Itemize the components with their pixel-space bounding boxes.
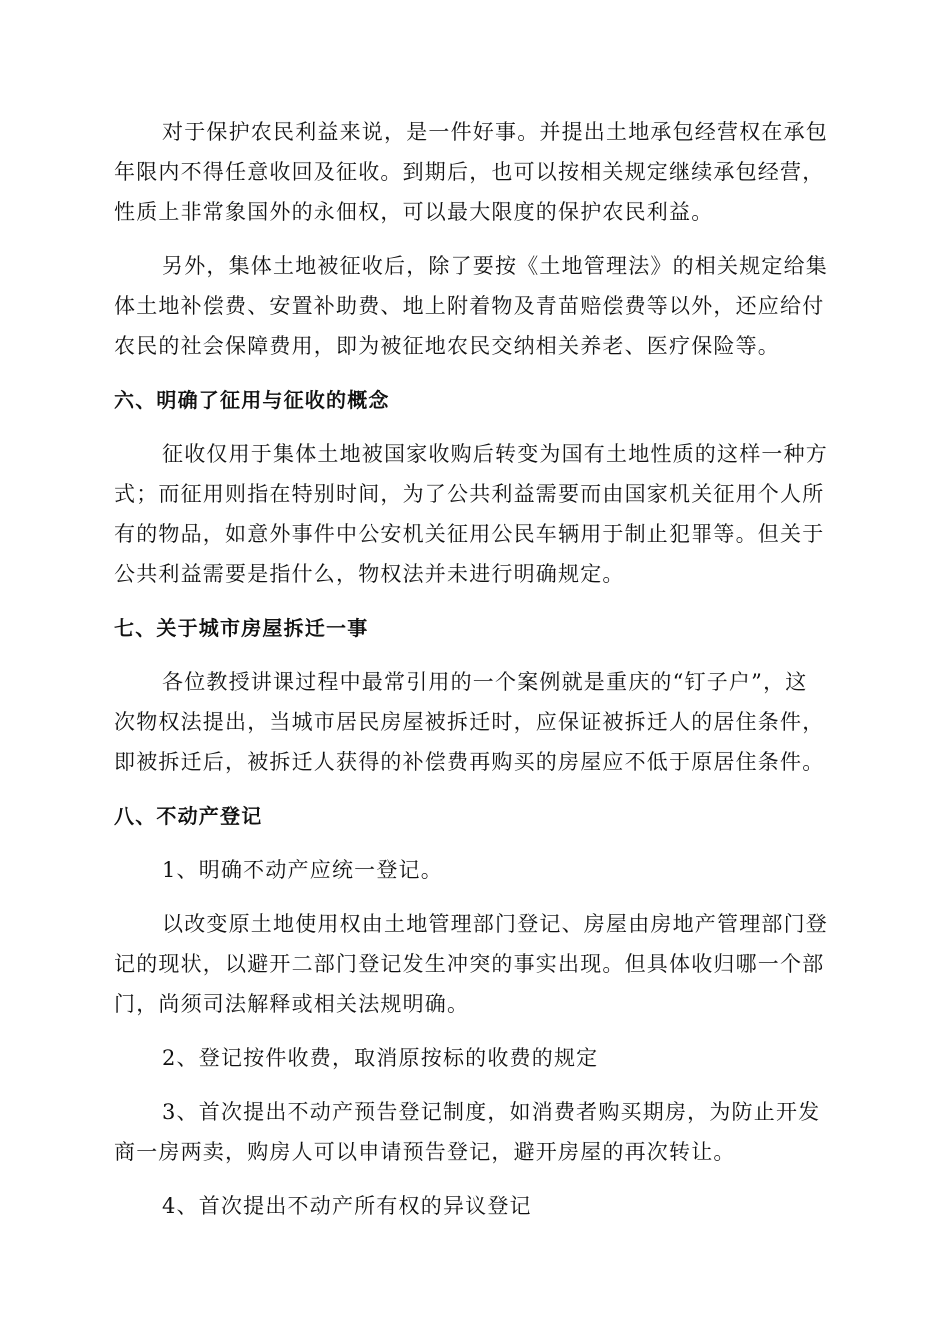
section-heading-seven: 七、关于城市房屋拆迁一事	[114, 616, 369, 640]
text-line: 以改变原土地使用权由土地管理部门登记、房屋由房地产管理部门登	[162, 912, 828, 936]
text-line: 各位教授讲课过程中最常引用的一个案例就是重庆的“钉子户”，这	[162, 670, 808, 694]
paragraph-demolition	[114, 662, 836, 782]
text-line: 年限内不得任意收回及征收。到期后，也可以按相关规定继续承包经营，	[114, 160, 825, 184]
paragraph-item-3	[114, 1092, 836, 1172]
paragraph-item-2	[114, 1038, 836, 1078]
text-line: 3、首次提出不动产预告登记制度，如消费者购买期房，为防止开发	[162, 1100, 821, 1124]
text-line: 2、登记按件收费，取消原按标的收费的规定	[162, 1046, 599, 1070]
section-heading-six: 六、明确了征用与征收的概念	[114, 388, 390, 412]
text-line: 体土地补偿费、安置补助费、地上附着物及青苗赔偿费等以外，还应给付	[114, 294, 825, 318]
text-line: 1、明确不动产应统一登记。	[162, 858, 443, 882]
section-heading-eight: 八、不动产登记	[114, 804, 263, 828]
text-line: 次物权法提出，当城市居民房屋被拆迁时，应保证被拆迁人的居住条件，	[114, 710, 825, 734]
paragraph-farmer-rights	[114, 112, 836, 232]
text-line: 有的物品，如意外事件中公安机关征用公民车辆用于制止犯罪等。但关于	[114, 522, 825, 546]
text-line: 对于保护农民利益来说，是一件好事。并提出土地承包经营权在承包	[162, 120, 828, 144]
paragraph-land-compensation	[114, 246, 836, 366]
text-line: 记的现状，以避开二部门登记发生冲突的事实出现。但具体收归哪一个部	[114, 952, 825, 976]
text-line: 商一房两卖，购房人可以申请预告登记，避开房屋的再次转让。	[114, 1140, 736, 1164]
paragraph-item-1	[114, 850, 836, 890]
text-line: 公共利益需要是指什么，物权法并未进行明确规定。	[114, 562, 625, 586]
text-line: 即被拆迁后，被拆迁人获得的补偿费再购买的房屋应不低于原居住条件。	[114, 750, 825, 774]
text-line: 征收仅用于集体土地被国家收购后转变为国有土地性质的这样一种方	[162, 442, 828, 466]
text-line: 农民的社会保障费用，即为被征地农民交纳相关养老、医疗保险等。	[114, 334, 780, 358]
paragraph-requisition-concept	[114, 434, 836, 594]
document-body	[114, 112, 836, 1240]
text-line: 性质上非常象国外的永佃权，可以最大限度的保护农民利益。	[114, 200, 714, 224]
text-line: 式；而征用则指在特别时间，为了公共利益需要而由国家机关征用个人所	[114, 482, 825, 506]
text-line: 另外，集体土地被征收后，除了要按《土地管理法》的相关规定给集	[162, 254, 828, 278]
paragraph-item-4	[114, 1186, 836, 1226]
paragraph-registration-departments	[114, 904, 836, 1024]
text-line: 4、首次提出不动产所有权的异议登记	[162, 1194, 532, 1218]
text-line: 门，尚须司法解释或相关法规明确。	[114, 992, 470, 1016]
